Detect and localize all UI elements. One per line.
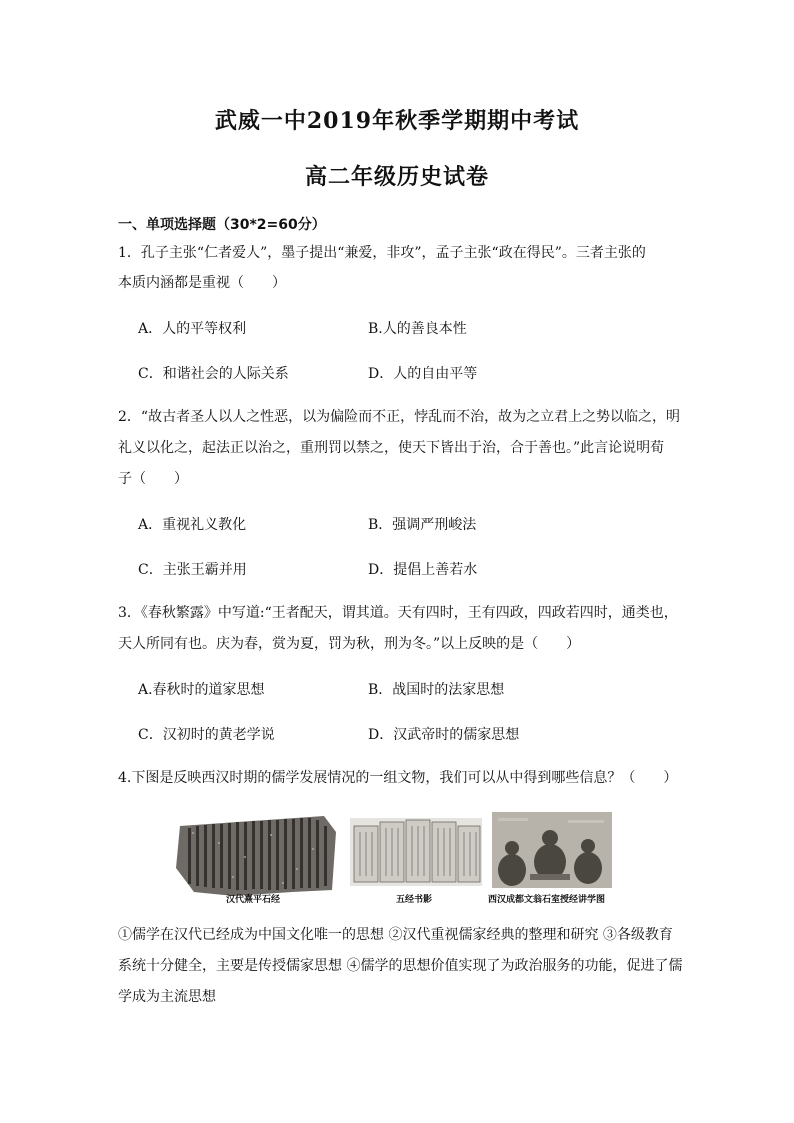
question-2-line-3: 子（ ） (118, 471, 188, 487)
artifacts-figure (174, 812, 614, 908)
question-4-statements-line-1: ①儒学在汉代已经成为中国文化唯一的思想 ②汉代重视儒家经典的整理和研究 ③各级教育 (118, 927, 673, 943)
lecture-scene-caption: 西汉成都文翁石室授经讲学图 (488, 895, 606, 905)
question-2-option-c: C．主张王霸并用 (138, 562, 247, 578)
question-2-line-2: 礼义以化之，起法正以治之，重刑罚以禁之，使天下皆出于治，合于善也。”此言论说明荀 (118, 440, 665, 456)
question-3-option-c: C．汉初时的黄老学说 (138, 727, 275, 743)
question-3-option-b: B．战国时的法家思想 (368, 682, 505, 698)
question-1-option-b: B.人的善良本性 (368, 321, 467, 337)
question-2-line-1: 2．“故古者圣人以人之性恶，以为偏险而不正，悖乱而不治，故为之立君上之势以临之，明 (118, 409, 681, 425)
question-1-option-a: A．人的平等权利 (138, 321, 247, 337)
five-classics-caption: 五经书影 (396, 895, 433, 905)
question-1-line-2: 本质内涵都是重视（ ） (118, 275, 286, 291)
five-classics-image (346, 812, 486, 908)
exam-subtitle: 高二年级历史试卷 (304, 164, 489, 190)
stone-classic-image (174, 812, 342, 908)
lecture-scene-image (490, 812, 614, 908)
question-2-option-a: A．重视礼义教化 (138, 517, 247, 533)
question-4-line-1: 4.下图是反映西汉时期的儒学发展情况的一组文物，我们可以从中得到哪些信息？（ ） (118, 770, 678, 786)
section-heading: 一、单项选择题（30*2=60分） (118, 217, 326, 233)
question-4-statements-line-3: 学成为主流思想 (118, 989, 216, 1005)
question-1-line-1: 1．孔子主张“仁者爱人”，墨子提出“兼爱，非攻”，孟子主张“政在得民”。三者主张的 (118, 245, 646, 261)
question-2-option-d: D．提倡上善若水 (368, 562, 478, 578)
question-4-statements-line-2: 系统十分健全，主要是传授儒家思想 ④儒学的思想价值实现了为政治服务的功能，促进了儒 (118, 958, 683, 974)
question-3-option-a: A.春秋时的道家思想 (138, 682, 265, 698)
question-1-option-d: D．人的自由平等 (368, 366, 478, 382)
question-2-option-b: B．强调严刑峻法 (368, 517, 477, 533)
question-3-line-2: 天人所同有也。庆为春，赏为夏，罚为秋，刑为冬。”以上反映的是（ ） (118, 636, 581, 652)
question-3-line-1: 3．《春秋繁露》中写道:“王者配天，谓其道。天有四时，王有四政，四政若四时，通类也， (118, 605, 678, 621)
stone-classic-caption: 汉代熹平石经 (226, 895, 281, 905)
exam-title: 武威一中2019年秋季学期期中考试 (214, 108, 580, 134)
question-1-option-c: C．和谐社会的人际关系 (138, 366, 289, 382)
question-3-option-d: D．汉武帝时的儒家思想 (368, 727, 520, 743)
